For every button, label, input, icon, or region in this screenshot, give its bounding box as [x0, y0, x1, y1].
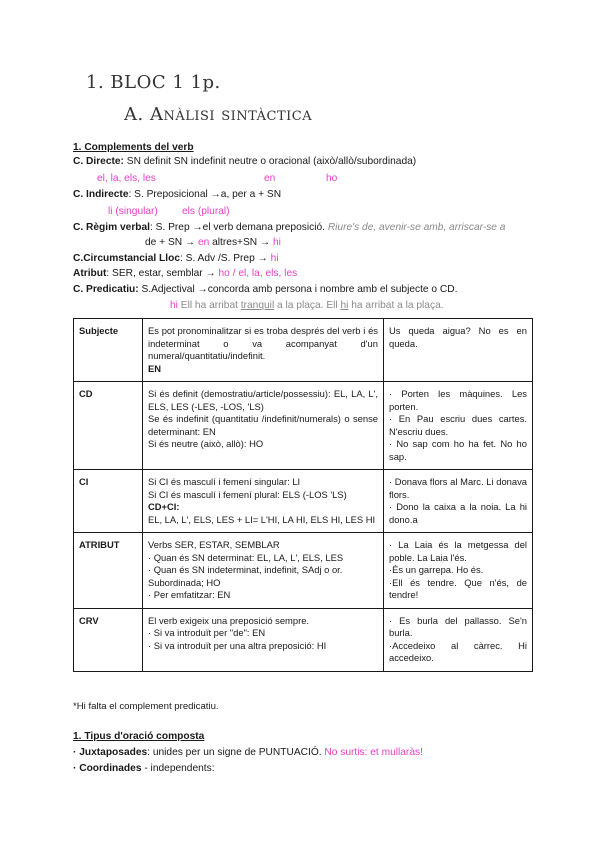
text-coordinades: - independents: [141, 763, 215, 774]
label-coordinades: · Coordinades [73, 763, 142, 774]
text-circumstancial: : S. Adv /S. Prep → [180, 253, 271, 264]
regim-de: de + SN → [145, 237, 198, 248]
line-predicatiu-example [170, 299, 444, 312]
text-juxtaposades: : unides per un signe de PUNTUACIÓ. [147, 747, 325, 758]
desc-line: Si CI és masculí i femení singular: LI [148, 476, 301, 487]
desc-line: · Quan és SN determinat: EL, LA, L', ELS, LES [148, 551, 344, 563]
row-example [384, 382, 533, 470]
line-regim [73, 221, 505, 234]
row-label: ATRIBUT [74, 533, 143, 609]
table-row [74, 533, 533, 609]
line-coordinades [73, 762, 215, 775]
example-line: · En Pau escriu dues cartes. N'escriu dues. [389, 413, 527, 437]
example-predicatiu-u: tranquil [240, 300, 275, 311]
section-title-oracio: 1. Tipus d'oració composta [73, 731, 205, 742]
row-example [384, 608, 533, 671]
table-row [74, 319, 533, 382]
heading-bloc: 1. BLOC 1 1p. [86, 72, 221, 93]
desc-line: · Si va introduït per una altra preposició: HI [148, 639, 327, 651]
pronoun-regim-hi: hi [273, 237, 281, 248]
row-label: CRV [74, 608, 143, 671]
label-circumstancial: C.Circumstancial Lloc [73, 253, 180, 264]
table-row [74, 382, 533, 470]
line-circumstancial [73, 252, 279, 265]
label-regim: C. Règim verbal [73, 222, 150, 233]
text-atribut: : SER, estar, semblar → [106, 268, 219, 279]
example-predicatiu-u2: hi [340, 300, 349, 311]
example-line: · La Laia és la metgessa del poble. La Laia l'és. [389, 539, 527, 563]
example-line: Us queda aigua? No es en queda. [389, 325, 527, 349]
pronoun-indirecte-2: els (plural) [182, 206, 230, 217]
desc-line: Si és neutre (això, allò): HO [148, 438, 264, 449]
desc-line: Verbs SER, ESTAR, SEMBLAR [148, 539, 280, 550]
desc-line: Es pot pronominalitzar si es troba després del verb i és indeterminat o va acompanyat d'un numeral/quantitatiu/indefinit. [148, 325, 378, 361]
desc-line: EN [148, 362, 162, 374]
table-row [74, 470, 533, 533]
row-description [143, 382, 384, 470]
example-line: · Porten les màquines. Les porten. [389, 388, 527, 412]
example-line: ·És un garrepa. Ho és. [389, 564, 484, 575]
desc-line: EL, LA, L', ELS, LES + LI= L'HI, LA HI, ELS HI, LES HI [148, 513, 376, 525]
example-line: · Es burla del pallasso. Se'n burla. [389, 614, 527, 638]
example-line: ·Accedeixo al càrrec. Hi accedeixo. [389, 639, 527, 663]
row-label: Subjecte [74, 319, 143, 382]
footnote: *Hi falta el complement predicatiu. [73, 701, 219, 712]
pronoun-directe-3: ho [326, 173, 338, 184]
example-juxtaposades: No surtis: et mullaràs! [324, 747, 423, 758]
label-predicatiu: C. Predicatiu: [73, 284, 139, 295]
row-description [143, 608, 384, 671]
pronoun-directe-1: el, la, els, les [97, 173, 156, 184]
example-predicatiu-c: ha arribat a la plaça. [348, 300, 444, 311]
examples-regim: Riure's de, avenir-se amb, arriscar-se a [327, 222, 506, 233]
row-label: CI [74, 470, 143, 533]
example-line: · No sap com ho ha fet. No ho sap. [389, 438, 527, 462]
example-predicatiu-b: a la plaça. Ell [274, 300, 341, 311]
desc-line: · Si va introduït per "de": EN [148, 627, 266, 638]
line-predicatiu [73, 283, 457, 296]
pronoun-circumstancial: hi [270, 253, 279, 264]
row-label: CD [74, 382, 143, 470]
desc-line: · Quan és SN indeterminat, indefinit, SAdj o or. Subordinada; HO [148, 564, 343, 588]
label-indirecte: C. Indirecte [73, 189, 129, 200]
pronoun-indirecte-1: li (singular) [108, 206, 158, 217]
desc-line: Si és definit (demostratiu/article/possessiu): EL, LA, L', ELS, LES (-LES, -LOS, 'LS) [148, 388, 378, 412]
desc-line: El verb exigeix una preposició sempre. [148, 614, 310, 626]
pronoun-atribut: ho / el, la, els, les [218, 268, 298, 279]
line-juxtaposades [73, 746, 423, 759]
heading-analisi: A. Anàlisi sintàctica [124, 104, 313, 125]
pronoun-directe-2: en [264, 173, 276, 184]
row-description [143, 470, 384, 533]
regim-altres: altres+SN → [209, 237, 273, 248]
row-description [143, 319, 384, 382]
line-atribut [73, 267, 297, 280]
label-juxtaposades: · Juxtaposades [73, 747, 148, 758]
row-description [143, 533, 384, 609]
text-indirecte: : S. Preposicional →a, per a + SN [128, 189, 282, 200]
label-atribut: Atribut [73, 268, 107, 279]
example-line: ·Ell és tendre. Que n'és, de tendre! [389, 576, 527, 600]
section-title-complements: 1. Complements del verb [73, 142, 194, 153]
example-predicatiu-a: Ell ha arribat [177, 300, 241, 311]
text-directe: SN definit SN indefinit neutre o oracional (això/allò/subordinada) [123, 156, 417, 167]
desc-line: Si CI és masculí i femení plural: ELS (-LOS 'LS) [148, 488, 347, 500]
desc-line: CD+CI: [148, 501, 180, 512]
desc-line: Se és indefinit (quantitatiu /indefinit/numerals) o sense determinant: EN [148, 413, 378, 437]
line-directe [73, 155, 416, 168]
desc-line: · Per emfatitzar: EN [148, 589, 231, 600]
example-line: · Dono la caixa a la noia. La hi dono.a [389, 501, 527, 525]
pronoun-predicatiu: hi [170, 300, 178, 311]
row-example [384, 533, 533, 609]
pronoun-table [73, 318, 533, 672]
example-line: · Donava flors al Marc. Li donava flors. [389, 476, 527, 500]
line-indirecte [73, 188, 281, 201]
text-predicatiu: S.Adjectival →concorda amb persona i nombre amb el subjecte o CD. [138, 284, 458, 295]
line-regim-2 [145, 236, 281, 249]
table-row [74, 608, 533, 671]
text-regim: : S. Prep →el verb demana preposició. [150, 222, 328, 233]
row-example [384, 470, 533, 533]
row-example [384, 319, 533, 382]
label-directe: C. Directe: [73, 156, 124, 167]
pronoun-regim-en: en [197, 237, 210, 248]
